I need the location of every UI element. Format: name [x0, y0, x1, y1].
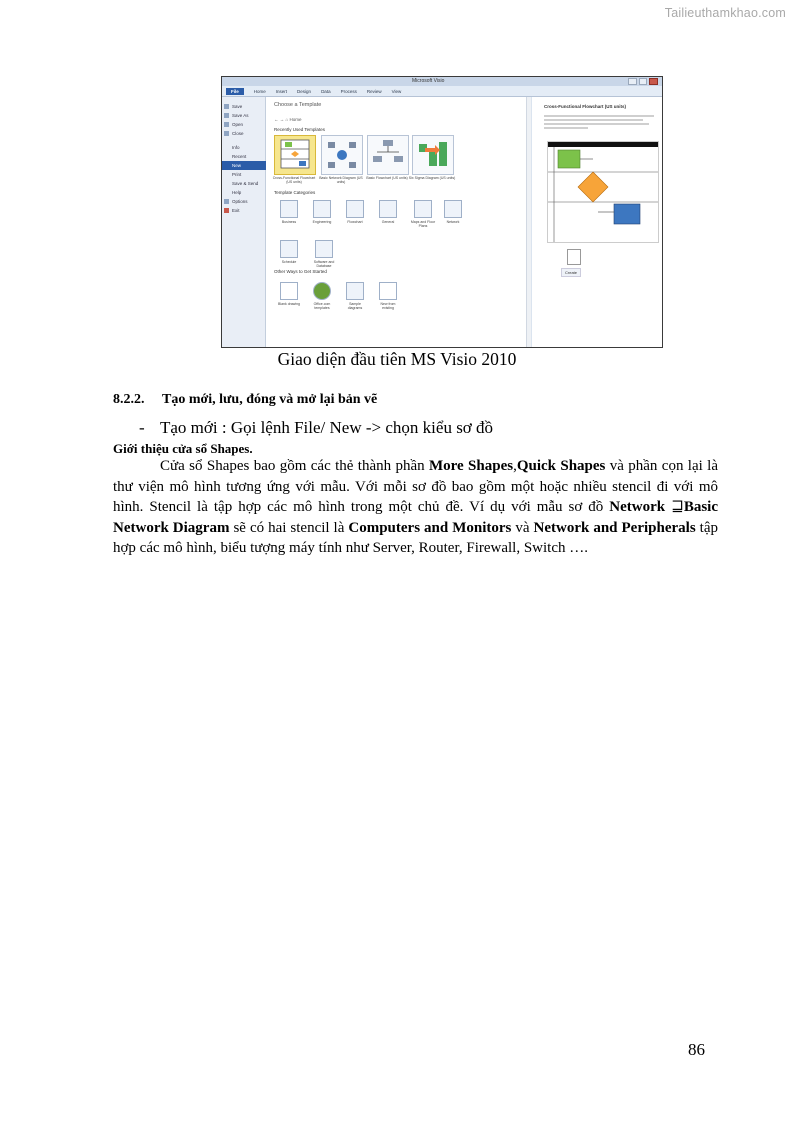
- template-preview: [532, 97, 662, 347]
- bullet-item: [139, 418, 493, 438]
- template-thumb: [367, 135, 409, 175]
- category-item: Software and Database: [311, 240, 337, 260]
- app-title: Microsoft Visio: [412, 78, 445, 84]
- sidebar-item-options: Options: [222, 197, 265, 206]
- category-item: Schedule: [278, 240, 300, 260]
- open-icon: [224, 122, 229, 127]
- body-paragraph: Cửa sổ Shapes bao gồm các thẻ thành phần More Shapes,Quick Shapes và phần cọn lại là thư viện mô hình tương ứng với mẫu. Với mỗi sơ đồ bao gồm một hoặc nhiều stencil đi với mô hình. Stencil là tập hợp các mô hình trong một chủ đề. Ví dụ với mẫu sơ đồ Network ⊒Basic Network Diagram sẽ có hai stencil là Computers and Monitors và Network and Peripherals tập hợp các mô hình, biểu tượng máy tính như Server, Router, Firewall, Switch ….: [113, 458, 718, 556]
- section-title: Tạo mới, lưu, đóng và mở lại bản vẽ: [162, 392, 378, 407]
- section-categories: Template Categories: [274, 190, 316, 195]
- template-caption: Basic Flowchart (US units): [366, 176, 408, 180]
- tab-home: Home: [253, 88, 266, 94]
- other-item: New from existing: [377, 282, 399, 302]
- other-item: Sample diagrams: [344, 282, 366, 302]
- gallery-scrollbar: [526, 97, 531, 347]
- sidebar-item-new: New: [222, 161, 269, 170]
- preview-description: [544, 113, 654, 131]
- bullet-text: Tạo mới : Gọi lệnh File/ New -> chọn kiểu sơ đồ: [160, 418, 494, 437]
- tab-process: Process: [340, 88, 357, 94]
- create-button: Create: [561, 268, 581, 277]
- sidebar-item-save: Save: [222, 102, 265, 111]
- section-other: Other Ways to Get Started: [274, 269, 327, 274]
- section-heading: [113, 392, 377, 408]
- preview-title: Cross-Functional Flowchart (US units): [544, 104, 627, 109]
- category-item: Network: [442, 200, 464, 220]
- category-item: Engineering: [311, 200, 333, 220]
- tab-file: File: [226, 88, 244, 95]
- tab-design: Design: [297, 88, 312, 94]
- minimize-icon: [628, 78, 637, 85]
- cross-functional-icon: [275, 136, 315, 174]
- sidebar-item-save-as: Save As: [222, 111, 265, 120]
- network-diagram-icon: [322, 136, 362, 174]
- tab-review: Review: [366, 88, 382, 94]
- other-item: Blank drawing: [278, 282, 300, 302]
- flowchart-icon: [368, 136, 408, 174]
- sidebar-item-info: Info: [232, 145, 240, 150]
- template-gallery: [266, 97, 528, 347]
- sidebar-item-recent: Recent: [232, 154, 247, 159]
- create-icon: [567, 249, 581, 265]
- sidebar-item-save-send: Save & Send: [232, 181, 259, 186]
- ribbon-tabs: [222, 86, 662, 97]
- window-controls: [628, 78, 658, 85]
- options-icon: [224, 199, 229, 204]
- exit-icon: [224, 208, 229, 213]
- template-caption: Cross-Functional Flowchart (US units): [272, 176, 316, 184]
- tab-insert: Insert: [275, 88, 288, 94]
- save-as-icon: [224, 113, 229, 118]
- template-caption: Six Sigma Diagram (US units): [408, 176, 456, 180]
- category-item: Maps and Floor Plans: [410, 200, 436, 220]
- preview-flowchart-icon: [548, 142, 658, 242]
- sidebar-item-help: Help: [232, 190, 242, 195]
- gallery-nav: ← → ⌂ Home: [274, 117, 302, 122]
- six-sigma-icon: [413, 136, 453, 174]
- section-recent: Recently Used Templates: [274, 127, 325, 132]
- watermark: Tailieuthamkhao.com: [664, 6, 786, 20]
- sidebar-item-open: Open: [222, 120, 265, 129]
- page-number: 86: [688, 1040, 705, 1059]
- category-item: Business: [278, 200, 300, 220]
- template-thumb: [321, 135, 363, 175]
- preview-frame: [547, 141, 659, 243]
- save-icon: [224, 104, 229, 109]
- template-thumb: [274, 135, 316, 175]
- close-file-icon: [224, 131, 229, 136]
- figure-caption: Giao diện đầu tiên MS Visio 2010: [277, 349, 517, 369]
- visio-screenshot: [221, 76, 663, 348]
- maximize-icon: [639, 78, 648, 85]
- tab-view: View: [391, 88, 402, 94]
- backstage-sidebar: [222, 97, 266, 347]
- close-icon: [649, 78, 658, 85]
- tab-data: Data: [321, 88, 331, 94]
- sidebar-item-close: Close: [222, 129, 265, 138]
- subsection-title: Giới thiệu cửa sổ Shapes.: [113, 441, 253, 456]
- sidebar-item-print: Print: [232, 172, 242, 177]
- title-bar: [222, 77, 662, 86]
- category-item: Flowchart: [344, 200, 366, 220]
- template-caption: Basic Network Diagram (US units): [319, 176, 363, 184]
- bullet-marker: -: [139, 418, 145, 437]
- other-item: Office.com templates: [311, 282, 333, 302]
- gallery-heading: Choose a Template: [274, 102, 322, 108]
- section-number: 8.2.2.: [113, 392, 145, 407]
- sidebar-item-exit: Exit: [222, 206, 265, 215]
- template-thumb: [412, 135, 454, 175]
- category-item: General: [377, 200, 399, 220]
